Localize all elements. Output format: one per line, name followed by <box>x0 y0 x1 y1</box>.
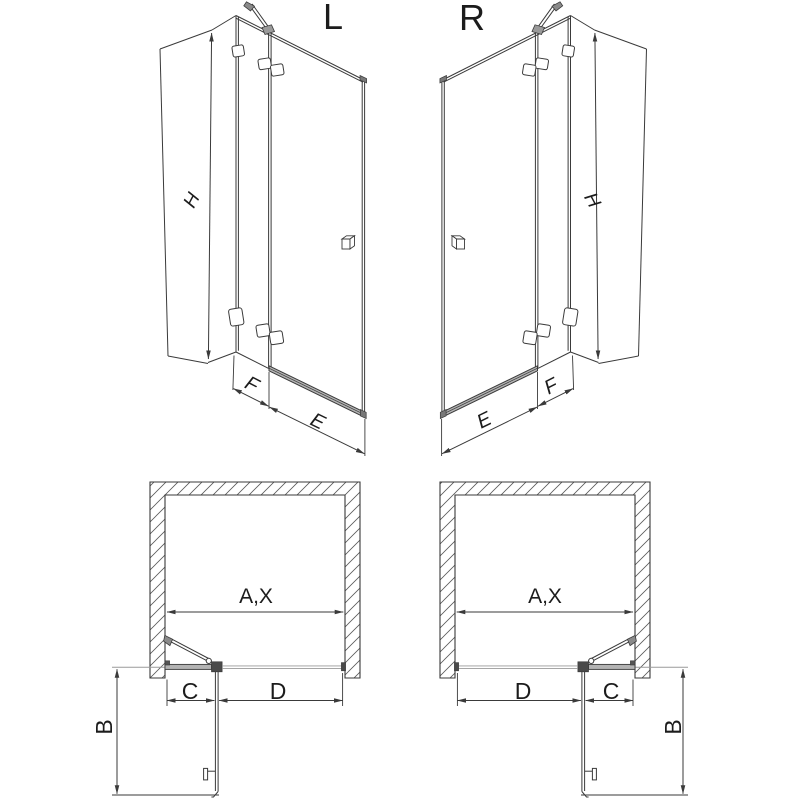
dim-label-height-left: H <box>179 189 205 212</box>
dim-label-d-right: D <box>514 678 532 704</box>
dim-label-c-left: C <box>181 678 199 704</box>
view-elevation-right <box>440 0 647 456</box>
variant-label-left: L <box>322 0 344 37</box>
variant-label-right: R <box>459 0 485 38</box>
dim-label-opening-right: A,X <box>528 585 562 608</box>
dim-label-door-left: E <box>306 408 329 435</box>
dim-label-b-right: B <box>660 719 686 735</box>
dim-label-b-left: B <box>91 719 117 735</box>
dim-label-fixed-right: F <box>540 374 562 400</box>
dim-label-opening-left: A,X <box>239 585 273 608</box>
view-plan-left <box>91 482 360 797</box>
wall-plan-left <box>150 482 360 678</box>
dim-label-height-right: H <box>579 189 605 212</box>
dim-label-fixed-left: F <box>241 372 263 398</box>
wall-plan-right <box>440 482 650 678</box>
view-elevation-left <box>160 0 367 456</box>
view-plan-right <box>440 482 688 797</box>
dim-label-c-right: C <box>602 678 620 704</box>
dim-label-door-right: E <box>473 407 496 434</box>
dim-label-d-left: D <box>269 678 287 704</box>
